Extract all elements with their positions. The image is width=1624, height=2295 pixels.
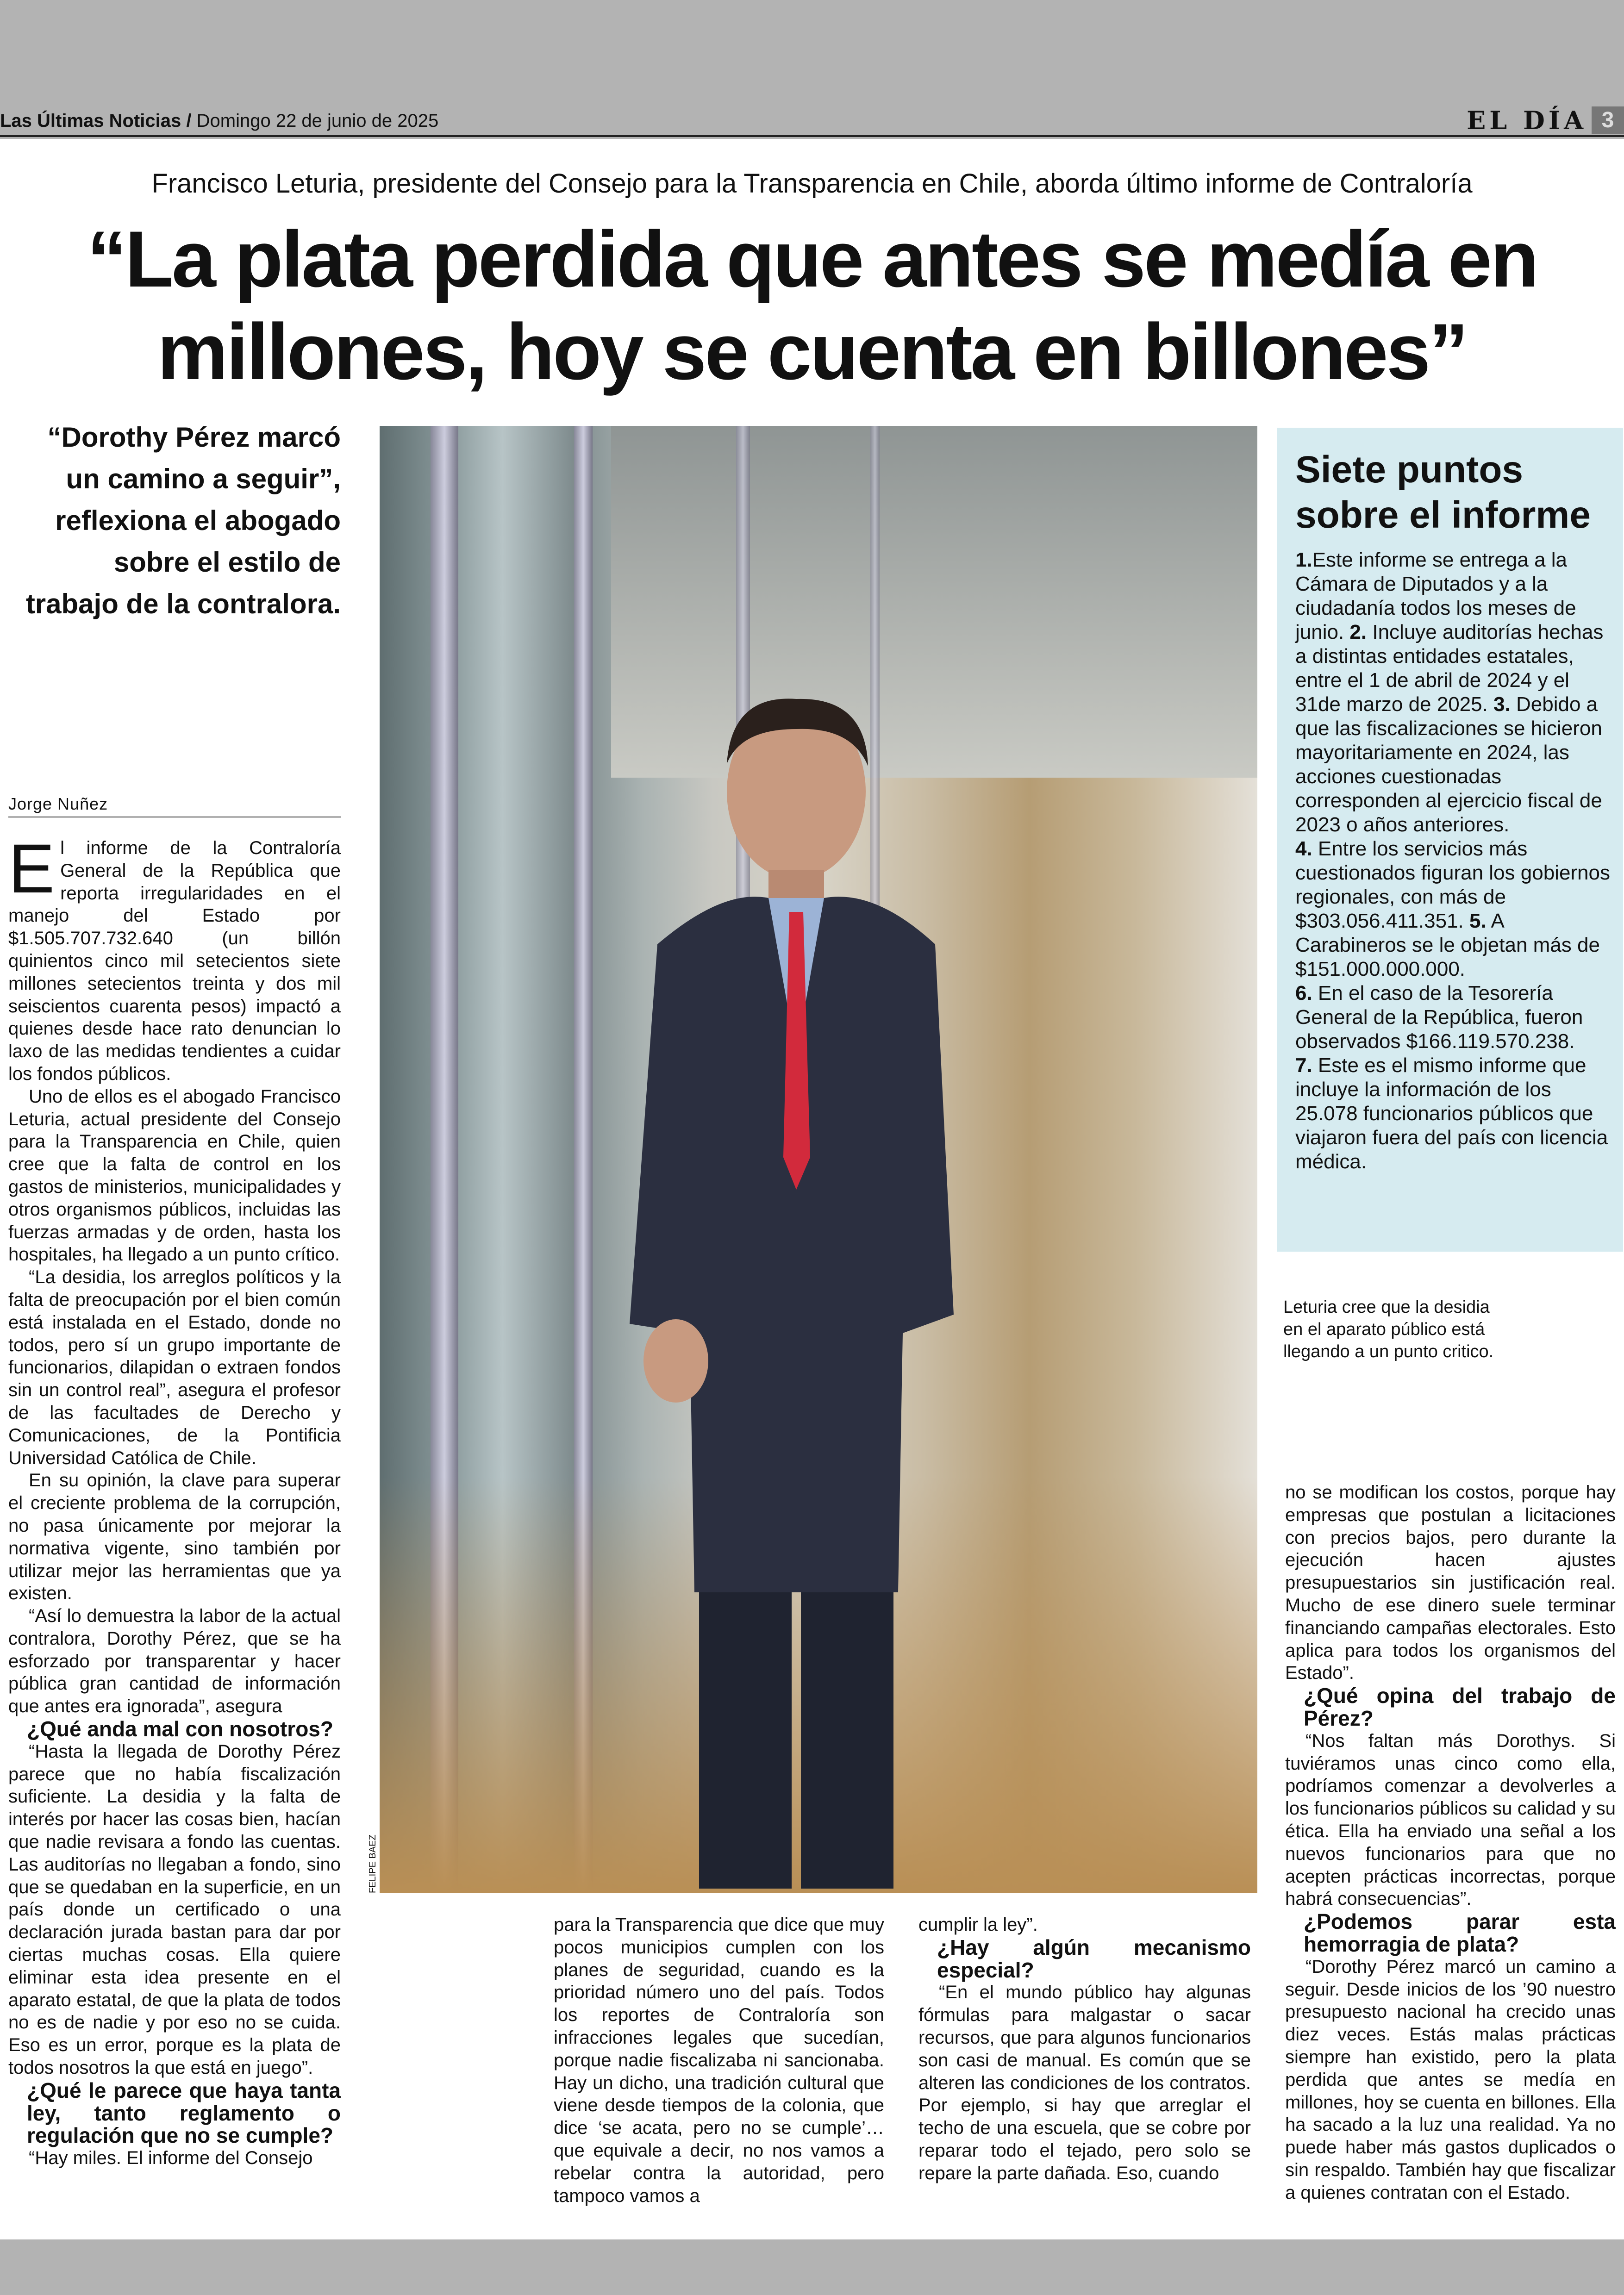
sidebar-box <box>1277 428 1623 1252</box>
kicker: Francisco Leturia, presidente del Consejo para la Transparencia en Chile, aborda último informe de Contraloría <box>151 168 1473 199</box>
paragraph: “Así lo demuestra la labor de la actual contralora, Dorothy Pérez, que se ha esforzado por transparentar y hacer pública gran cantidad de información que antes era ignorada”, asegura <box>8 1606 341 1717</box>
issue-date: Domingo 22 de junio de 2025 <box>196 111 439 131</box>
paragraph: “En el mundo público hay algunas fórmulas para malgastar o sacar recursos, que para algunos funcionarios son casi de manual. Es común que se alteren las condiciones de los contratos. Por ejemplo, si hay que arreglar el techo de una escuela, que se cobre por reparar todo el tejado, pero solo se repare la parte dañada. Eso, cuando <box>918 1982 1251 2183</box>
deck: “Dorothy Pérez marcó un camino a seguir”, reflexiona el abogado sobre el estilo de trabajo de la contralora. <box>25 422 341 619</box>
paragraph: no se modifican los costos, porque hay empresas que postulan a licitaciones con precios bajos, pero durante la ejecución hacen ajustes presupuestarios sin justificación real. Mucho de ese dinero suele terminar financiando campañas electorales. Esto aplica para todos los organismos del Estado”. <box>1285 1482 1616 1684</box>
paragraph: “La desidia, los arreglos políticos y la falta de preocupación por el bien común está instalada en el Estado, donde no todos, pero sí un grupo importante de funcionarios, dilapidan o extraen fondos sin un control real”, asegura el profesor de las facultades de Derecho y Comunicaciones, de la Pontificia Universidad Católica de Chile. <box>8 1267 341 1468</box>
point-number: 1. <box>1295 549 1312 571</box>
point-text: Debido a que las fiscalizaciones se hicieron mayoritariamente en 2024, las acciones cuestionadas corresponden al ejercicio fiscal de 2023 o años anteriores. <box>1295 693 1602 836</box>
paragraph: para la Transparencia que dice que muy pocos municipios cumplen con los planes de seguridad, cuando es la prioridad número uno del país. Todos los reportes de Contraloría son infracciones legales que sucedían, porque nadie fiscalizaba ni sancionaba. Hay un dicho, una tradición cultural que viene desde tiempos de la colonia, que dice ‘se acata, pero no se cumple’… que equivale a decir, no nos vamos a rebelar contra la autoridad, pero tampoco vamos a <box>554 1915 884 2206</box>
question-heading: ¿Hay algún mecanismo especial? <box>937 1935 1251 1982</box>
page-number: 3 <box>1592 106 1624 134</box>
point-number: 4. <box>1295 837 1312 860</box>
page-header <box>0 106 1624 136</box>
paragraph: cumplir la ley”. <box>918 1915 1038 1935</box>
point-number: 5. <box>1469 910 1487 932</box>
point-number: 7. <box>1295 1054 1312 1077</box>
article-column-1 <box>8 829 341 2170</box>
drop-cap: E <box>8 829 55 907</box>
paper-name: Las Últimas Noticias <box>0 111 181 131</box>
question-heading: ¿Qué anda mal con nosotros? <box>27 1717 333 1741</box>
article-column-2 <box>554 1914 884 2207</box>
photo-caption: Leturia cree que la desidia en el aparato público está llegando a un punto critico. <box>1283 1297 1494 1361</box>
headline-line-1: “La plata perdida que antes se medía en <box>87 215 1537 304</box>
point-text: Este es el mismo informe que incluye la información de los 25.078 funcionarios públicos que viajaron fuera del país con licencia médica. <box>1295 1054 1608 1173</box>
bottom-margin-band <box>0 2239 1624 2295</box>
byline: Jorge Nuñez <box>8 794 341 817</box>
header-separator: / <box>186 111 192 131</box>
question-heading: ¿Qué opina del trabajo de Pérez? <box>1304 1684 1616 1730</box>
man-figure <box>602 685 991 1893</box>
point-text: A Carabineros se le objetan más de $151.000.000.000. <box>1295 910 1600 980</box>
point-text: Entre los servicios más cuestionados figuran los gobiernos regionales, con más de $303.056.411.351. <box>1295 837 1611 932</box>
paragraph: “Dorothy Pérez marcó un camino a seguir. Desde inicios de los ’90 nuestro presupuesto nacional ha crecido unas diez veces. Estás malas prácticas siempre han existido, pero la plata perdida que antes se medía en millones, hoy se cuenta en billones. Ella ha sacado a la luz una realidad. Ya no puede haber más gastos duplicados o sin respaldo. También hay que fiscalizar a quienes contratan con el Estado. <box>1285 1956 1616 2203</box>
paragraph: Uno de ellos es el abogado Francisco Leturia, actual presidente del Consejo para la Transparencia en Chile, quien cree que la falta de control en los gastos de ministerios, municipalidades y otros organismos públicos, incluidas las fuerzas armadas y de orden, hasta los hospitales, ha llegado a un punto crítico. <box>8 1086 341 1265</box>
point-text: En el caso de la Tesorería General de la República, fueron observados $166.119.570.238. <box>1295 982 1583 1053</box>
point-text: Este informe se entrega a la Cámara de Diputados y a la ciudadanía todos los meses de junio. <box>1295 549 1576 643</box>
photo-credit: FELIPE BAEZ <box>368 1834 378 1893</box>
paragraph: “Hasta la llegada de Dorothy Pérez parece que no había fiscalización suficiente. La desidia y la falta de interés por hacer las cosas bien, hacían que nadie revisara a fondo las cuentas. Las auditorías no llegaban a fondo, sino que se quedaban en la superficie, en un país donde un certificado o una declaración jurada bastan para dar por ciertas muchas cosas. Ella quiere eliminar esta idea presente en el aparato estatal, de que la plata de todos no es de nadie y por eso no se cuida. Eso es un error, porque es la plata de todos nosotros la que está en juego”. <box>8 1741 341 2078</box>
point-text: Incluye auditorías hechas a distintas entidades estatales, entre el 1 de abril de 2024 y el 31de marzo de 2025. <box>1295 621 1604 716</box>
sidebar-body <box>1295 548 1610 1174</box>
section-name: EL DÍA <box>1467 106 1587 135</box>
paragraph: “Nos faltan más Dorothys. Si tuviéramos unas cinco como ella, podríamos comenzar a devolverles a los funcionarios públicos su calidad y su ética. Ella ha enviado una señal a los nuevos funcionarios para que no acepten prácticas incorrectas, porque habrá consecuencias”. <box>1285 1730 1616 1909</box>
paragraph: El informe de la Contraloría General de la República que reporta irregularidades en el manejo del Estado por $1.505.707.732.640 (un billón quinientos cinco mil setecientos siete millones setecientos treinta y dos mil seiscientos cuarenta pesos) impactó a quienes desde hace rato denuncian lo laxo de las medidas tendientes a cuidar los fondos públicos. <box>8 829 341 1084</box>
article-column-4 <box>1285 1481 1616 2204</box>
sidebar-title: Siete puntos sobre el informe <box>1295 449 1591 536</box>
header-rule <box>0 135 1624 137</box>
paragraph: En su opinión, la clave para superar el creciente problema de la corrupción, no pasa únicamente por mejorar la normativa vigente, sino también por utilizar mejor las herramientas que ya existen. <box>8 1470 341 1604</box>
question-heading: ¿Qué le parece que haya tanta ley, tanto reglamento o regulación que no se cumple? <box>27 2078 341 2148</box>
portrait-photo <box>380 426 1257 1893</box>
headline <box>28 213 1596 398</box>
headline-line-2: millones, hoy se cuenta en billones” <box>157 307 1467 396</box>
point-number: 6. <box>1295 982 1312 1004</box>
point-number: 2. <box>1349 621 1367 643</box>
paragraph: “Hay miles. El informe del Consejo <box>29 2148 313 2169</box>
point-number: 3. <box>1493 693 1511 716</box>
header-publication <box>0 109 438 132</box>
article-column-3 <box>918 1914 1251 2185</box>
question-heading: ¿Podemos parar esta hemorragia de plata? <box>1304 1909 1616 1956</box>
